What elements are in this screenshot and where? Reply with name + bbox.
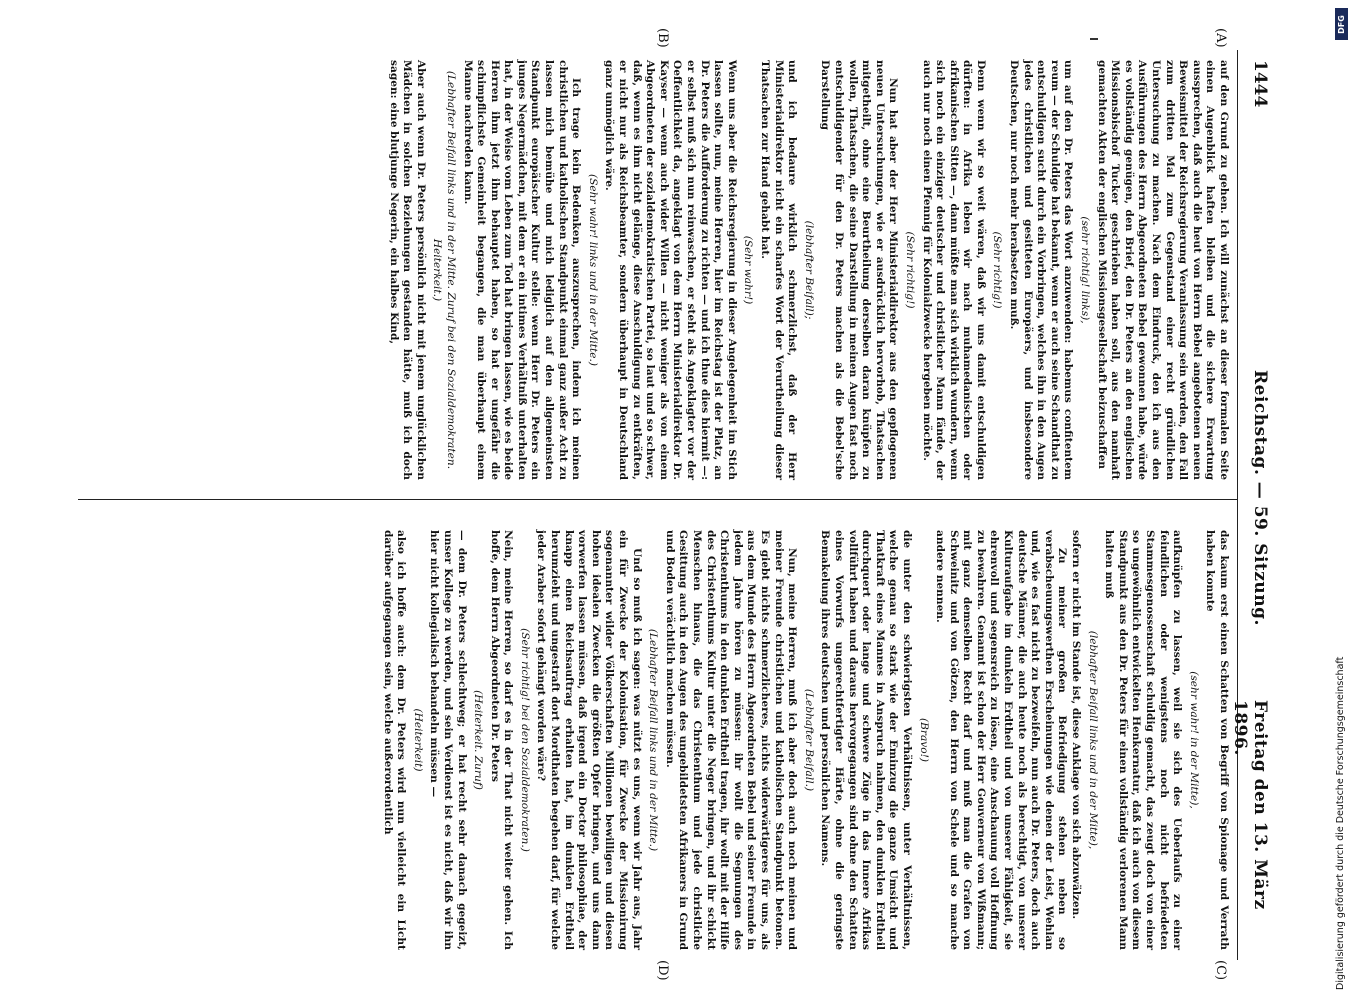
paragraph: und ich bedaure wirklich schmerzlichst, daß der Herr Ministerialdirektor nicht ein scharfes Wort der Verurtheilung dieser Thatsachen zur Hand gehabt hat. (759, 60, 799, 480)
paragraph: auf den Grund zu gehen. Ich will zunächst an dieser formalen Seite einen Augenblick haften bleiben und die sichere Erwartung aussprechen, daß auch die heut von Herrn Bebel angebotenen neuen Beweismittel der Reichsregierung Veranlassung sein werden, den Fall zum dritten Mal zum Gegenstand einer recht gründlichen Untersuchung zu machen. Nach dem Eindruck, den ich aus den Ausführungen des Herrn Abgeordneten Bebel gewonnen habe, würde es vollständig genügen, den Brief, den Dr. Peters an den englischen Missionsbischof Tucker geschrieben haben soll, aus den namhaft gemachten Akten der englischen Missionsgesellschaft beizuschaffen (1095, 60, 1230, 480)
paragraph: Wenn uns aber die Reichsregierung in dieser Angelegenheit im Stich lassen sollte, nun, meine Herren, hier im Reichstag ist der Platz, an Dr. Peters die Aufforderung zu richten — und ich thue dies hiermit —: er selbst muß sich nun reinwaschen, er steht als Angeklagter vor der Oeffentlichkeit da, angeklagt von dem Herrn Ministerialdirektor Dr. Kayser — wenn auch wider Willen — nicht weniger als von einem Abgeordneten der sozialdemokratischen Partei, so laut und so schwer, daß, wenn es ihm nicht gelänge, diese Anschuldigung zu entkräften, er nicht nur als Reichsbeamter, sondern überhaupt in Deutschland ganz unmöglich wäre. (603, 60, 738, 480)
paragraph: Nun, meine Herren, muß ich aber doch auch noch meinen und meiner Freunde christlichen und katholischen Standpunkt betonen. Es giebt nichts schmerzlicheres, nichts widerwärtigeres für uns, als aus dem Munde des Herrn Abgeordneten Bebel und seiner Freunde in jedem Jahre hören zu müssen: ihr wollt die Segnungen des Christenthums in den dunklen Erdtheil tragen, ihr wollt mit der Hilfe des Christenthums Kultur unter die Neger bringen, und ihr schickt Menschen hinaus, die das Christenthum und jede christliche Gesittung auch in den Augen des ungebildetsten Afrikaners in Grund und Boden verächtlich machen müssen. (663, 530, 799, 950)
paragraph: Nun hat aber der Herr Ministerialdirektor aus den gepflogenen neuen Untersuchungen, wie er ausdrücklich hervorhob, Thatsachen mitgetheilt, ohne eine Beurtheilung derselben daran knüpfen zu wollen, Thatsachen, die seine Darstellung in meinen Augen fast noch entschuldigender für den Dr. Peters machen als die Bebel'sche Darstellung (819, 60, 900, 480)
paragraph: die unter den schwierigsten Verhältnissen, unter Verhältnissen, welche genau so stark wie der Eminzug die ganze Umsicht und Thatkraft eines Mannes in Anspruch nahmen, den dunklen Erdtheil durchquert oder lange und schwere Züge in das Innere Afrikas vollführt haben und daraus hervorgegangen sind ohne den Schatten eines Vorwurfs ungerechtfertigter Härte, ohne die geringste Bemakelung ihres deutschen und persönlichen Namens. (819, 530, 913, 950)
interjection: (lebhafter Beifall links und in der Mitte), (1086, 630, 1099, 850)
interjection: (Heiterkeit. Zuruf) (472, 690, 485, 790)
interjection: (lebhafter Beifall); (802, 220, 815, 320)
interjection: (Sehr richtig!) (991, 231, 1004, 309)
interjection: (Sehr richtig!) (903, 231, 916, 309)
paragraph: aufknüpfen zu lassen, weil sie sich des Ueberlaufs zu einer feindlichen oder wenigstens noch nicht befriedeten Stammesgenossenschaft schuldig gemacht, das zeugt doch von einer so ungewöhnlich entwickelten Henkernatur, daß ich auch von diesem Standpunkt aus den Dr. Peters für einen vollständig verlorenen Mann halten muß (1103, 530, 1184, 950)
session-title: Reichstag. — 59. Sitzung. (1250, 370, 1270, 626)
interjection: (Sehr richtig! bei den Sozialdemokraten.) (518, 628, 531, 852)
margin-mark-a: (A) (1213, 28, 1228, 48)
paragraph: Aber auch wenn Dr. Peters persönlich nicht mit jenem unglücklichen Mädchen in solchen Beziehungen gestanden hätte, muß ich doch sagen: eine blutjunge Negerin, ein halbes Kind, (387, 60, 427, 480)
interjection: (sehr richtig! links), (1079, 216, 1092, 324)
interjection: (Sehr wahr! links und in der Mitte.) (586, 173, 599, 366)
paragraph: das kaum erst einen Schatten von Begriff von Spionage und Verrath haben konnte (1204, 530, 1230, 950)
paragraph: um auf den Dr. Peters das Wort anzuwenden: habemus confitentem reum — der Schuldige hat bekannt, wenn er auch seine Schandthat zu entschuldigen sucht durch ein Vorbringen, welches ihn in den Augen jedes christlichen und gesitteten Europäers, und insbesondere Deutschen, nur noch mehr herabsetzen muß. (1008, 60, 1075, 480)
credit-text: Digitalisierung gefördert durch die Deutsche Forschungsgemeinschaft (1335, 656, 1346, 990)
paragraph: Denn wenn wir so weit wären, daß wir uns damit entschuldigen dürften: in Afrika leben wir nach muhamedanischen oder afrikanischen Sitten —, dann müßte man sich wirklich wundern, wenn sich noch ein einziger deutscher und christlicher Mann fände, der auch nur noch einen Pfennig für Kolonialzwecke hergeben möchte. (920, 60, 987, 480)
interjection: (Lebhafter Beifall links und in der Mitte.) (647, 628, 660, 852)
margin-tick (1090, 38, 1098, 40)
paragraph: — dem Dr. Peters schlechtweg; er hat recht sehr danach gegeizt, unser Kollege zu werden, und sein Verdienst ist es nicht, daß wir ihn hier nicht kollegialisch behandeln müssen — (428, 530, 468, 950)
dfg-logo: DFG (1335, 8, 1348, 40)
paragraph: Und so muß ich sagen: was nützt es uns, wenn wir Jahr aus, Jahr ein für Zwecke der Kolonisation, für Zwecke der Missionirung sogenannter wilder Völkerschaften Millionen bewilligen und diesen hohen idealen Zwecken die größten Opfer bringen, und uns dann vorwerfen lassen müssen, daß irgend ein Doctor philosophiae, der knapp einen Reichsauftrag erhalten hat, im dunklen Erdtheil herumzieht und ungestraft dort Mordthaten begehen darf, für welche jeder Araber sofort gehängt worden wäre? (535, 530, 643, 950)
interjection: (Heiterkeit) (411, 708, 424, 772)
page-header (1230, 50, 1288, 960)
paragraph: also ich hoffe auch: dem Dr. Peters wird nun vielleicht ein Licht darüber aufgegangen sein, welche außerordentlich (381, 530, 408, 950)
interjection: (Bravo!) (917, 717, 930, 763)
page-number: 1444 (1250, 60, 1270, 108)
interjection: (Lebhafter Beifall.) (802, 688, 815, 792)
column-divider (78, 499, 1238, 500)
interjection: (sehr wahr! in der Mitte), (1187, 671, 1200, 809)
left-text-column (386, 60, 1230, 480)
paragraph: Nein, meine Herren, so darf es in der That nicht weiter gehen. Ich hoffe, dem Herrn Abgeordneten Dr. Peters (488, 530, 515, 950)
digitization-credit (1331, 0, 1353, 1000)
margin-mark-b: (B) (655, 28, 670, 48)
interjection: (Lebhafter Beifall links und in der Mitte. Zuruf bei den Sozialdemokraten. Heiterkeit.) (431, 70, 457, 470)
margin-mark-c: (C) (1213, 960, 1228, 981)
paragraph: sofern er nicht im Stande ist, diese Anklage von sich abzuwälzen. (1070, 530, 1083, 920)
margin-mark-d: (D) (655, 960, 670, 981)
right-text-column (380, 530, 1230, 950)
session-date: Freitag den 13. März 1896. (1230, 700, 1270, 910)
paragraph: Ich trage kein Bedenken, auszusprechen, indem ich meinen christlichen und katholischen Standpunkt einmal ganz außer Acht zu lassen mich bemühe und mich lediglich auf den allgemeinsten Standpunkt europäischer Kultur stelle: wenn Herr Dr. Peters ein junges Negermädchen, mit dem er ein intimes Verhältniß unterhalten hat, in der Weise vom Leben zum Tod hat bringen lassen, wie es beide Herren ihm jetzt ihm behauptet haben, so hat er ungefähr die schimpflichste Gemeinheit begangen, die man überhaupt einem Manne nachreden kann. (461, 60, 583, 480)
interjection: (Sehr wahr!) (742, 235, 755, 305)
paragraph: Zu meiner großen Befriedigung stehen neben so verabscheuungswerthen Erscheinungen wie denen der Leist, Wehlan und, wie es fast nicht zu bezweifeln, nun auch Dr. Peters, doch auch deutsche Männer, die auch heute noch als berechtigt, von unserer Kulturaufgabe im dunkeln Erdtheil und von unserer Fähigkeit, sie ehrenvoll und segensreich zu lösen, eine Anschauung voll Hoffnung zu bewahren. Genannt ist schon der Herr Gouverneur von Wißmann; mit ganz demselben Recht darf und muß man die Grafen von Schweinitz und von Götzen, den Herrn von Schele und so manche andere nennen. (934, 530, 1069, 950)
